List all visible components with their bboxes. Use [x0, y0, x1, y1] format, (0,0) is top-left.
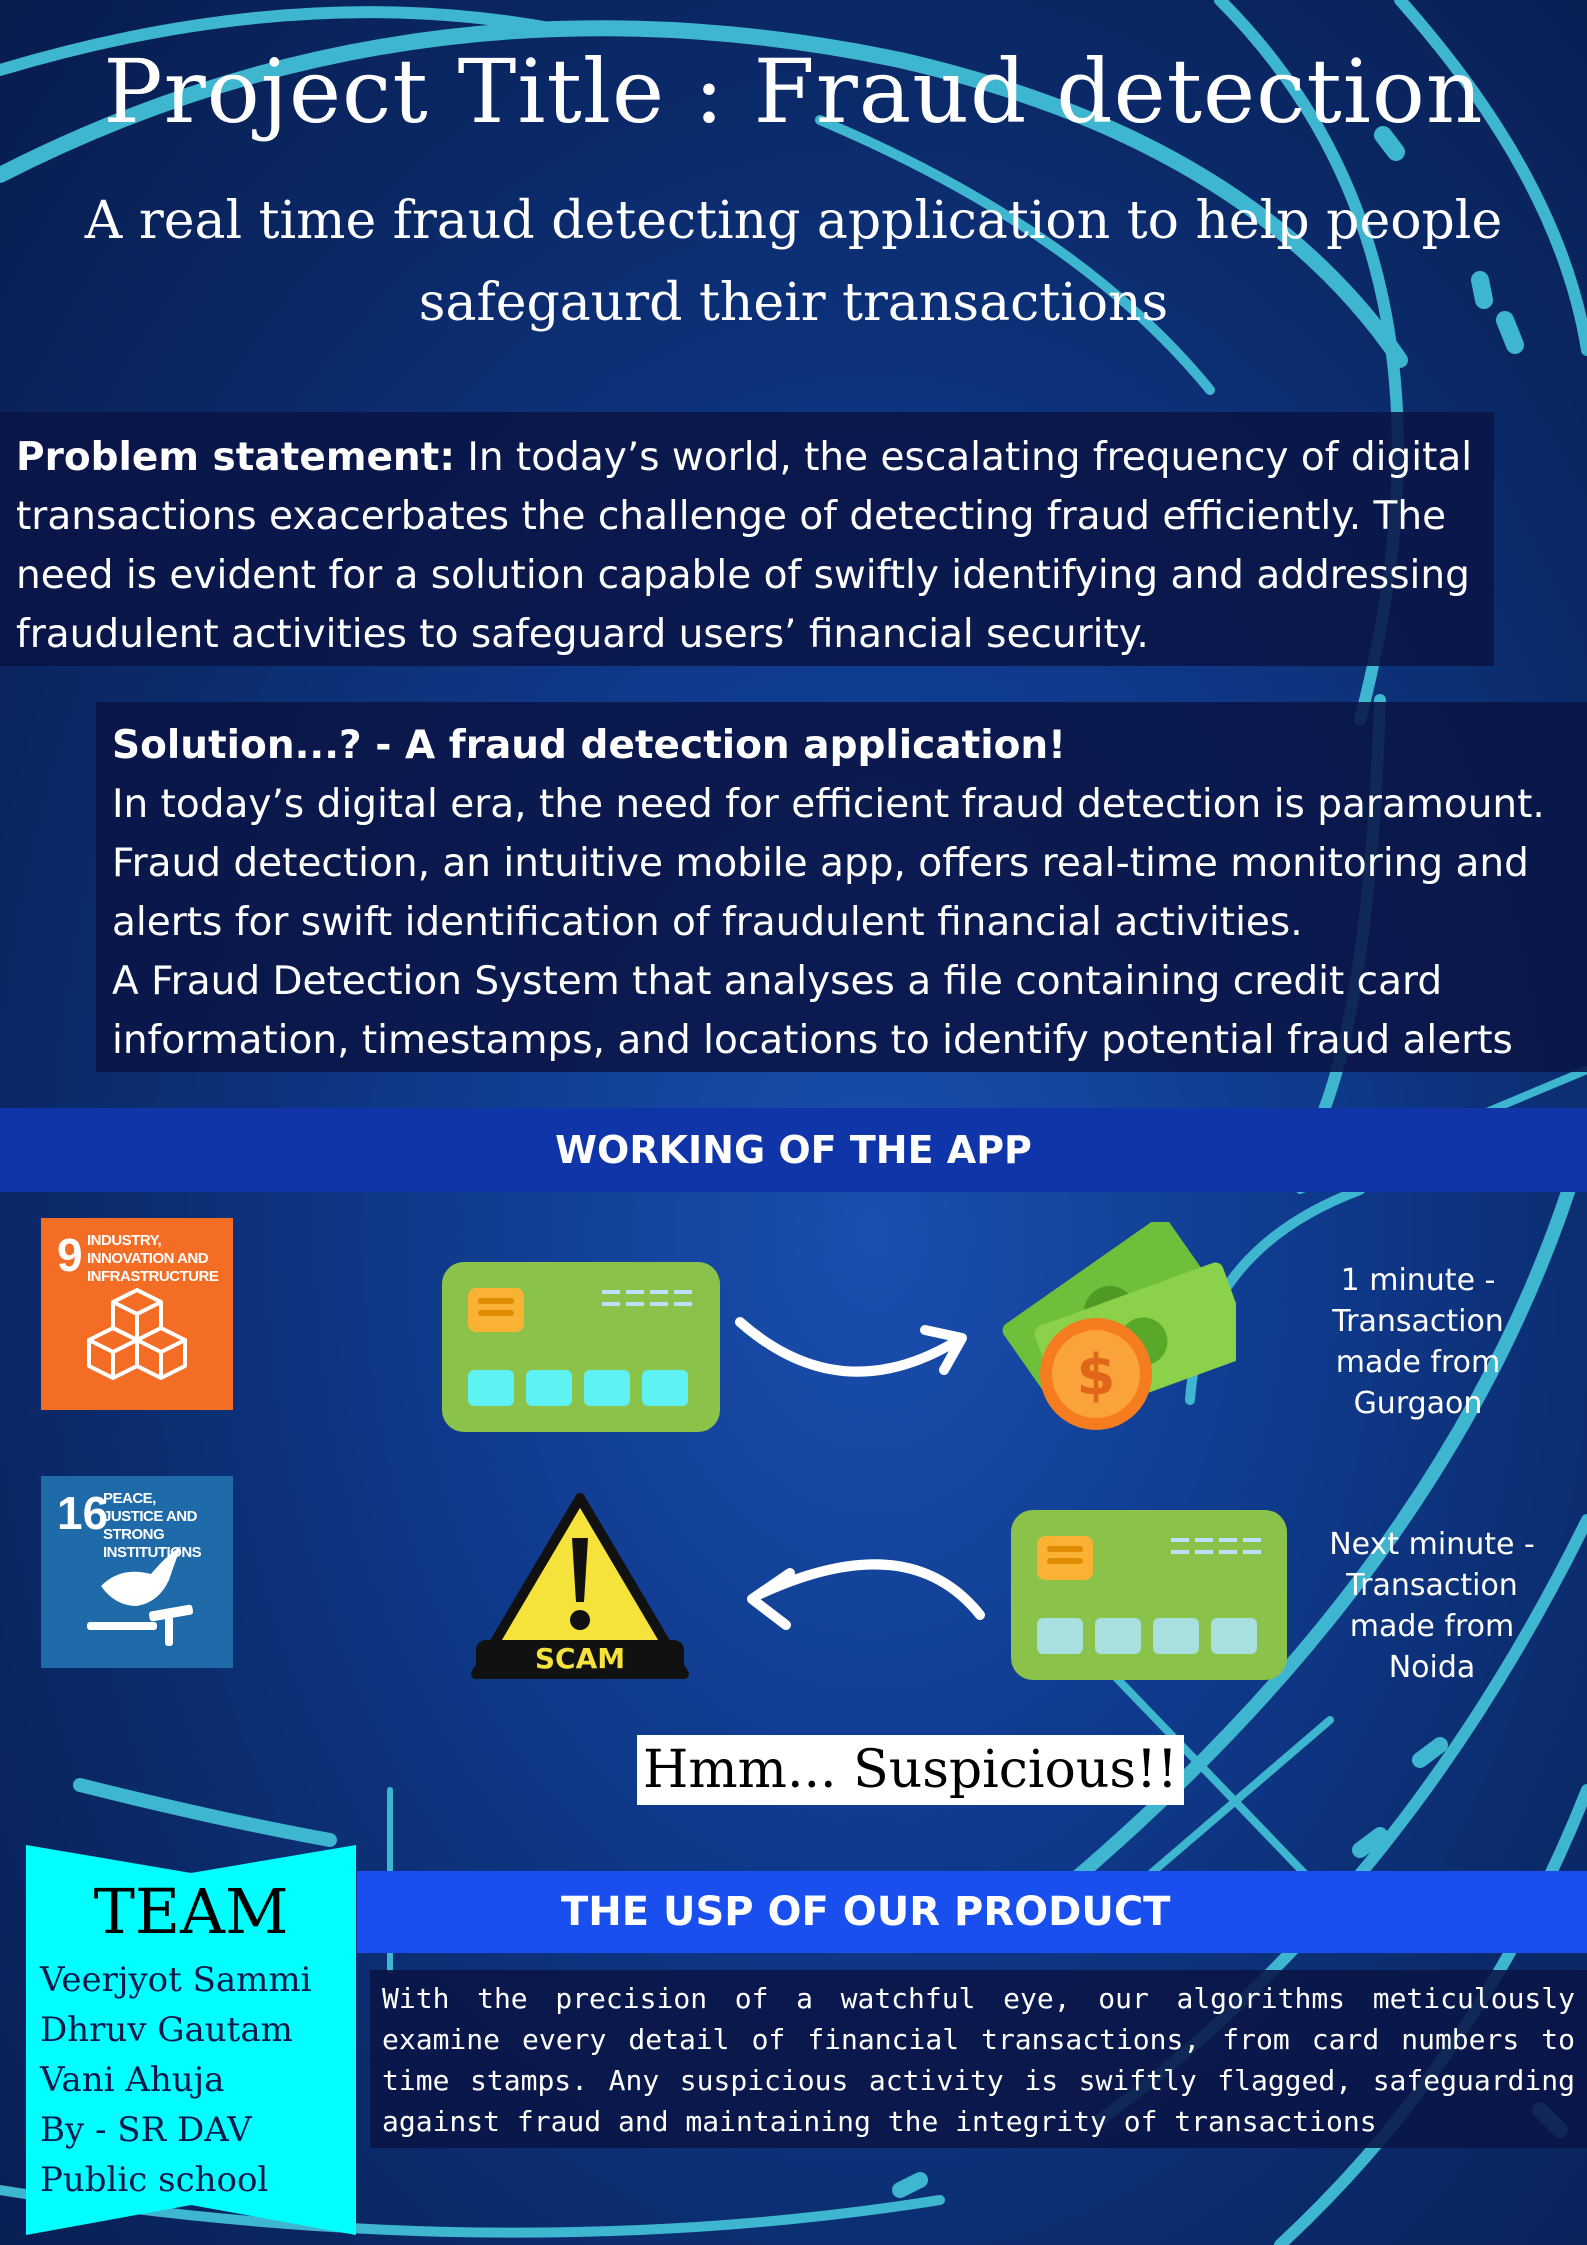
team-members — [40, 1955, 360, 2205]
team-banner — [26, 1845, 356, 2235]
solution-heading: Solution...? - A fraud detection application! — [112, 723, 1066, 768]
team-member: Veerjyot Sammi — [40, 1960, 312, 2000]
usp-text: With the precision of a watchful eye, our algorithms meticulously examine every detail of financial transactions, from card numbers to time stamps. Any suspicious activity is swiftly flagged, safeguarding against fraud and maintaining the integrity of transactions — [370, 1970, 1587, 2148]
sdg-16-number: 16 — [57, 1487, 109, 1539]
sdg-16-tile — [41, 1476, 233, 1668]
usp-heading: THE USP OF OUR PRODUCT — [357, 1871, 1587, 1953]
arrow-right-icon — [730, 1300, 980, 1400]
solution-section — [96, 702, 1587, 1072]
team-heading: TEAM — [93, 1875, 289, 1948]
team-member: Vani Ahuja — [40, 2060, 225, 2100]
sdg-9-number: 9 — [57, 1229, 83, 1281]
credit-card-icon — [442, 1262, 720, 1432]
sdg-9-tile — [41, 1218, 233, 1410]
note-first-transaction: 1 minute - Transaction made from Gurgaon — [1332, 1263, 1504, 1421]
team-school: By - SR DAV Public school — [40, 2110, 269, 2200]
suspicious-caption: Hmm... Suspicious!! — [637, 1735, 1184, 1805]
problem-text: In today’s world, the escalating frequency of digital transactions exacerbates the challenge of detecting fraud efficiently. The need is evident for a solution capable of swiftly identifying and addressing fraudulent activities to safeguard users’ financial security. — [16, 435, 1473, 657]
working-heading: WORKING OF THE APP — [0, 1108, 1587, 1192]
team-member: Dhruv Gautam — [40, 2010, 293, 2050]
solution-paragraph-1: In today’s digital era, the need for efficient fraud detection is paramount. Fraud detection, an intuitive mobile app, offers real-time monitoring and alerts for swift identification of fraudulent financial activities. — [112, 782, 1545, 945]
money-icon — [1000, 1222, 1236, 1434]
note-second-transaction: Next minute - Transaction made from Noida — [1329, 1527, 1535, 1685]
problem-statement — [0, 412, 1494, 666]
solution-paragraph-2: A Fraud Detection System that analyses a file containing credit card information, timestamps, and locations to identify potential fraud alerts — [112, 959, 1513, 1063]
scam-label: SCAM — [534, 1642, 626, 1675]
sdg-16-label: PEACE, JUSTICE AND STRONG INSTITUTIONS — [103, 1490, 202, 1561]
scam-warning-icon — [470, 1490, 690, 1682]
sdg-9-label: INDUSTRY, INNOVATION AND INFRASTRUCTURE — [87, 1232, 219, 1285]
page-title: Project Title : Fraud detection — [103, 40, 1484, 143]
credit-card-icon — [1011, 1510, 1287, 1680]
arrow-left-icon — [738, 1545, 988, 1645]
page-subtitle: A real time fraud detecting application to help people safegaurd their transactions — [84, 191, 1503, 333]
dollar-sign: $ — [1076, 1343, 1116, 1408]
problem-label: Problem statement: — [16, 435, 455, 480]
